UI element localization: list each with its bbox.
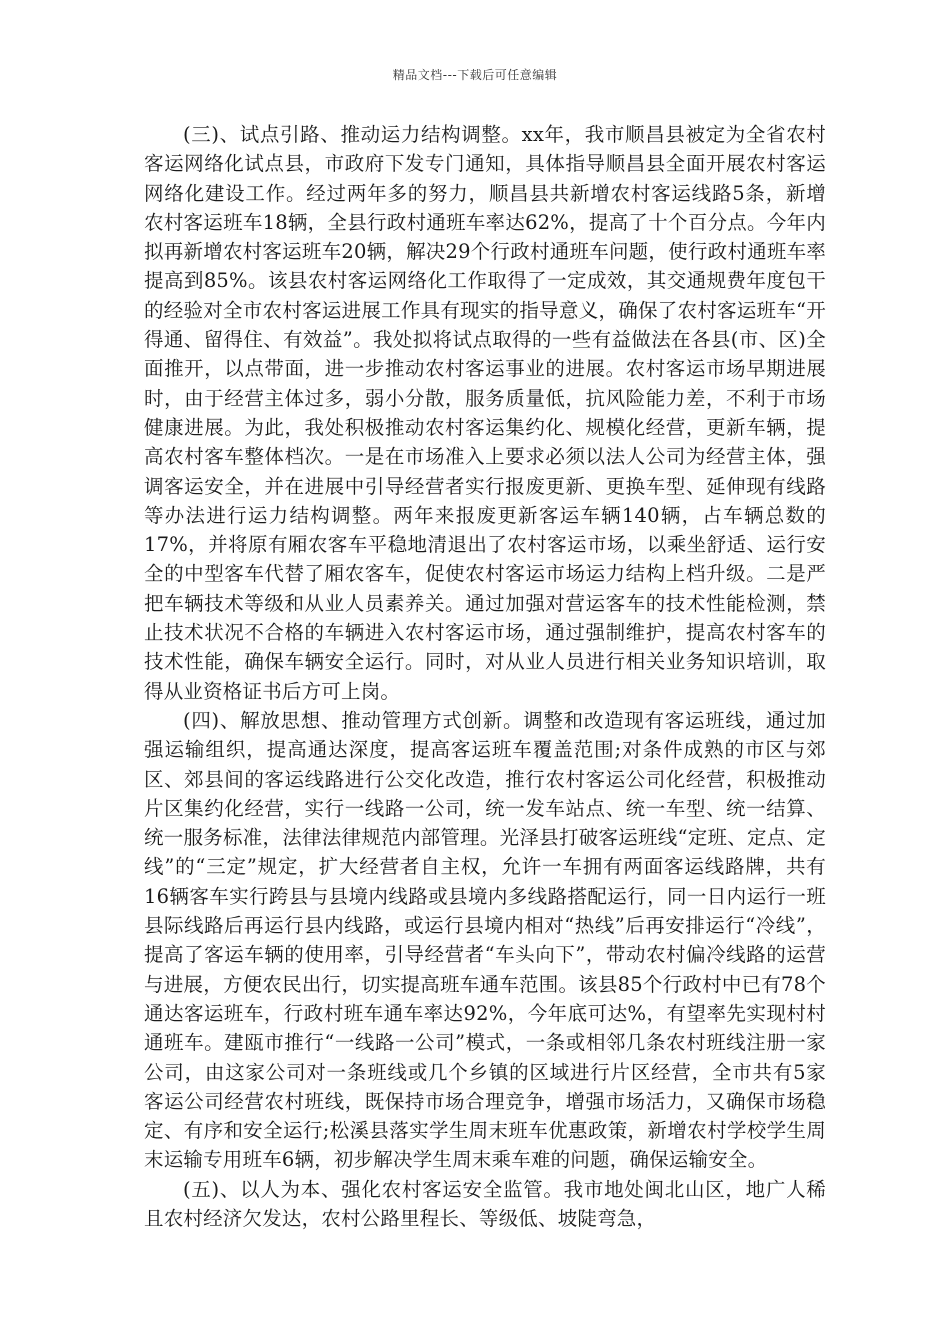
paragraph-section-3: (三)、试点引路、推动运力结构调整。xx年，我市顺昌县被定为全省农村客运网络化试点县，市政府下发专门通知，具体指导顺昌县全面开展农村客运网络化建设工作。经过两年多的努力，顺昌县共新增农村客运线路5条，新增农村客运班车18辆，全县行政村通班车率达62%，提高了十个百分点。今年内拟再新增农村客运班车20辆，解决29个行政村通班车问题，使行政村通班车率提高到85%。该县农村客运网络化工作取得了一定成效，其交通规费年度包干的经验对全市农村客运进展工作具有现实的指导意义，确保了农村客运班车“开得通、留得住、有效益”。我处拟将试点取得的一些有益做法在各县(市、区)全面推开，以点带面，进一步推动农村客运事业的进展。农村客运市场早期进展时，由于经营主体过多，弱小分散，服务质量低，抗风险能力差，不利于市场健康进展。为此，我处积极推动农村客运集约化、规模化经营，更新车辆，提高农村客车整体档次。一是在市场准入上要求必须以法人公司为经营主体，强调客运安全，并在进展中引导经营者实行报废更新、更换车型、延伸现有线路等办法进行运力结构调整。两年来报废更新客运车辆140辆，占车辆总数的17%，并将原有厢农客车平稳地清退出了农村客运市场，以乘坐舒适、运行安全的中型客车代替了厢农客车，促使农村客运市场运力结构上档升级。二是严把车辆技术等级和从业人员素养关。通过加强对营运客车的技术性能检测，禁止技术状况不合格的车辆进入农村客运市场，通过强制维护，提高农村客车的技术性能，确保车辆安全运行。同时，对从业人员进行相关业务知识培训，取得从业资格证书后方可上岗。	[144, 123, 826, 703]
paragraph-section-5: (五)、以人为本、强化农村客运安全监管。我市地处闽北山区，地广人稀且农村经济欠发达，农村公路里程长、等级低、坡陡弯急，	[144, 1177, 826, 1230]
page-header-note: 精品文档---下载后可任意编辑	[392, 68, 558, 82]
document-body	[144, 120, 826, 1233]
paragraph-section-4: (四)、解放思想、推动管理方式创新。调整和改造现有客运班线，通过加强运输组织，提高通达深度，提高客运班车覆盖范围;对条件成熟的市区与郊区、郊县间的客运线路进行公交化改造，推行农村客运公司化经营，积极推动片区集约化经营，实行一线路一公司，统一发车站点、统一车型、统一结算、统一服务标准，法律法律规范内部管理。光泽县打破客运班线“定班、定点、定线”的“三定”规定，扩大经营者自主权，允许一车拥有两面客运线路牌，共有16辆客车实行跨县与县境内线路或县境内多线路搭配运行，同一日内运行一班县际线路后再运行县内线路，或运行县境内相对“热线”后再安排运行“冷线”，提高了客运车辆的使用率，引导经营者“车头向下”，带动农村偏冷线路的运营与进展，方便农民出行，切实提高班车通车范围。该县85个行政村中已有78个通达客运班车，行政村班车通车率达92%，今年底可达%，有望率先实现村村通班车。建瓯市推行“一线路一公司”模式，一条或相邻几条农村班线注册一家公司，由这家公司对一条班线或几个乡镇的区域进行片区经营，全市共有5家客运公司经营农村班线，既保持市场合理竞争，增强市场活力，又确保市场稳定、有序和安全运行;松溪县落实学生周末班车优惠政策，新增农村学校学生周末运输专用班车6辆，初步解决学生周末乘车难的问题，确保运输安全。	[144, 708, 826, 1172]
